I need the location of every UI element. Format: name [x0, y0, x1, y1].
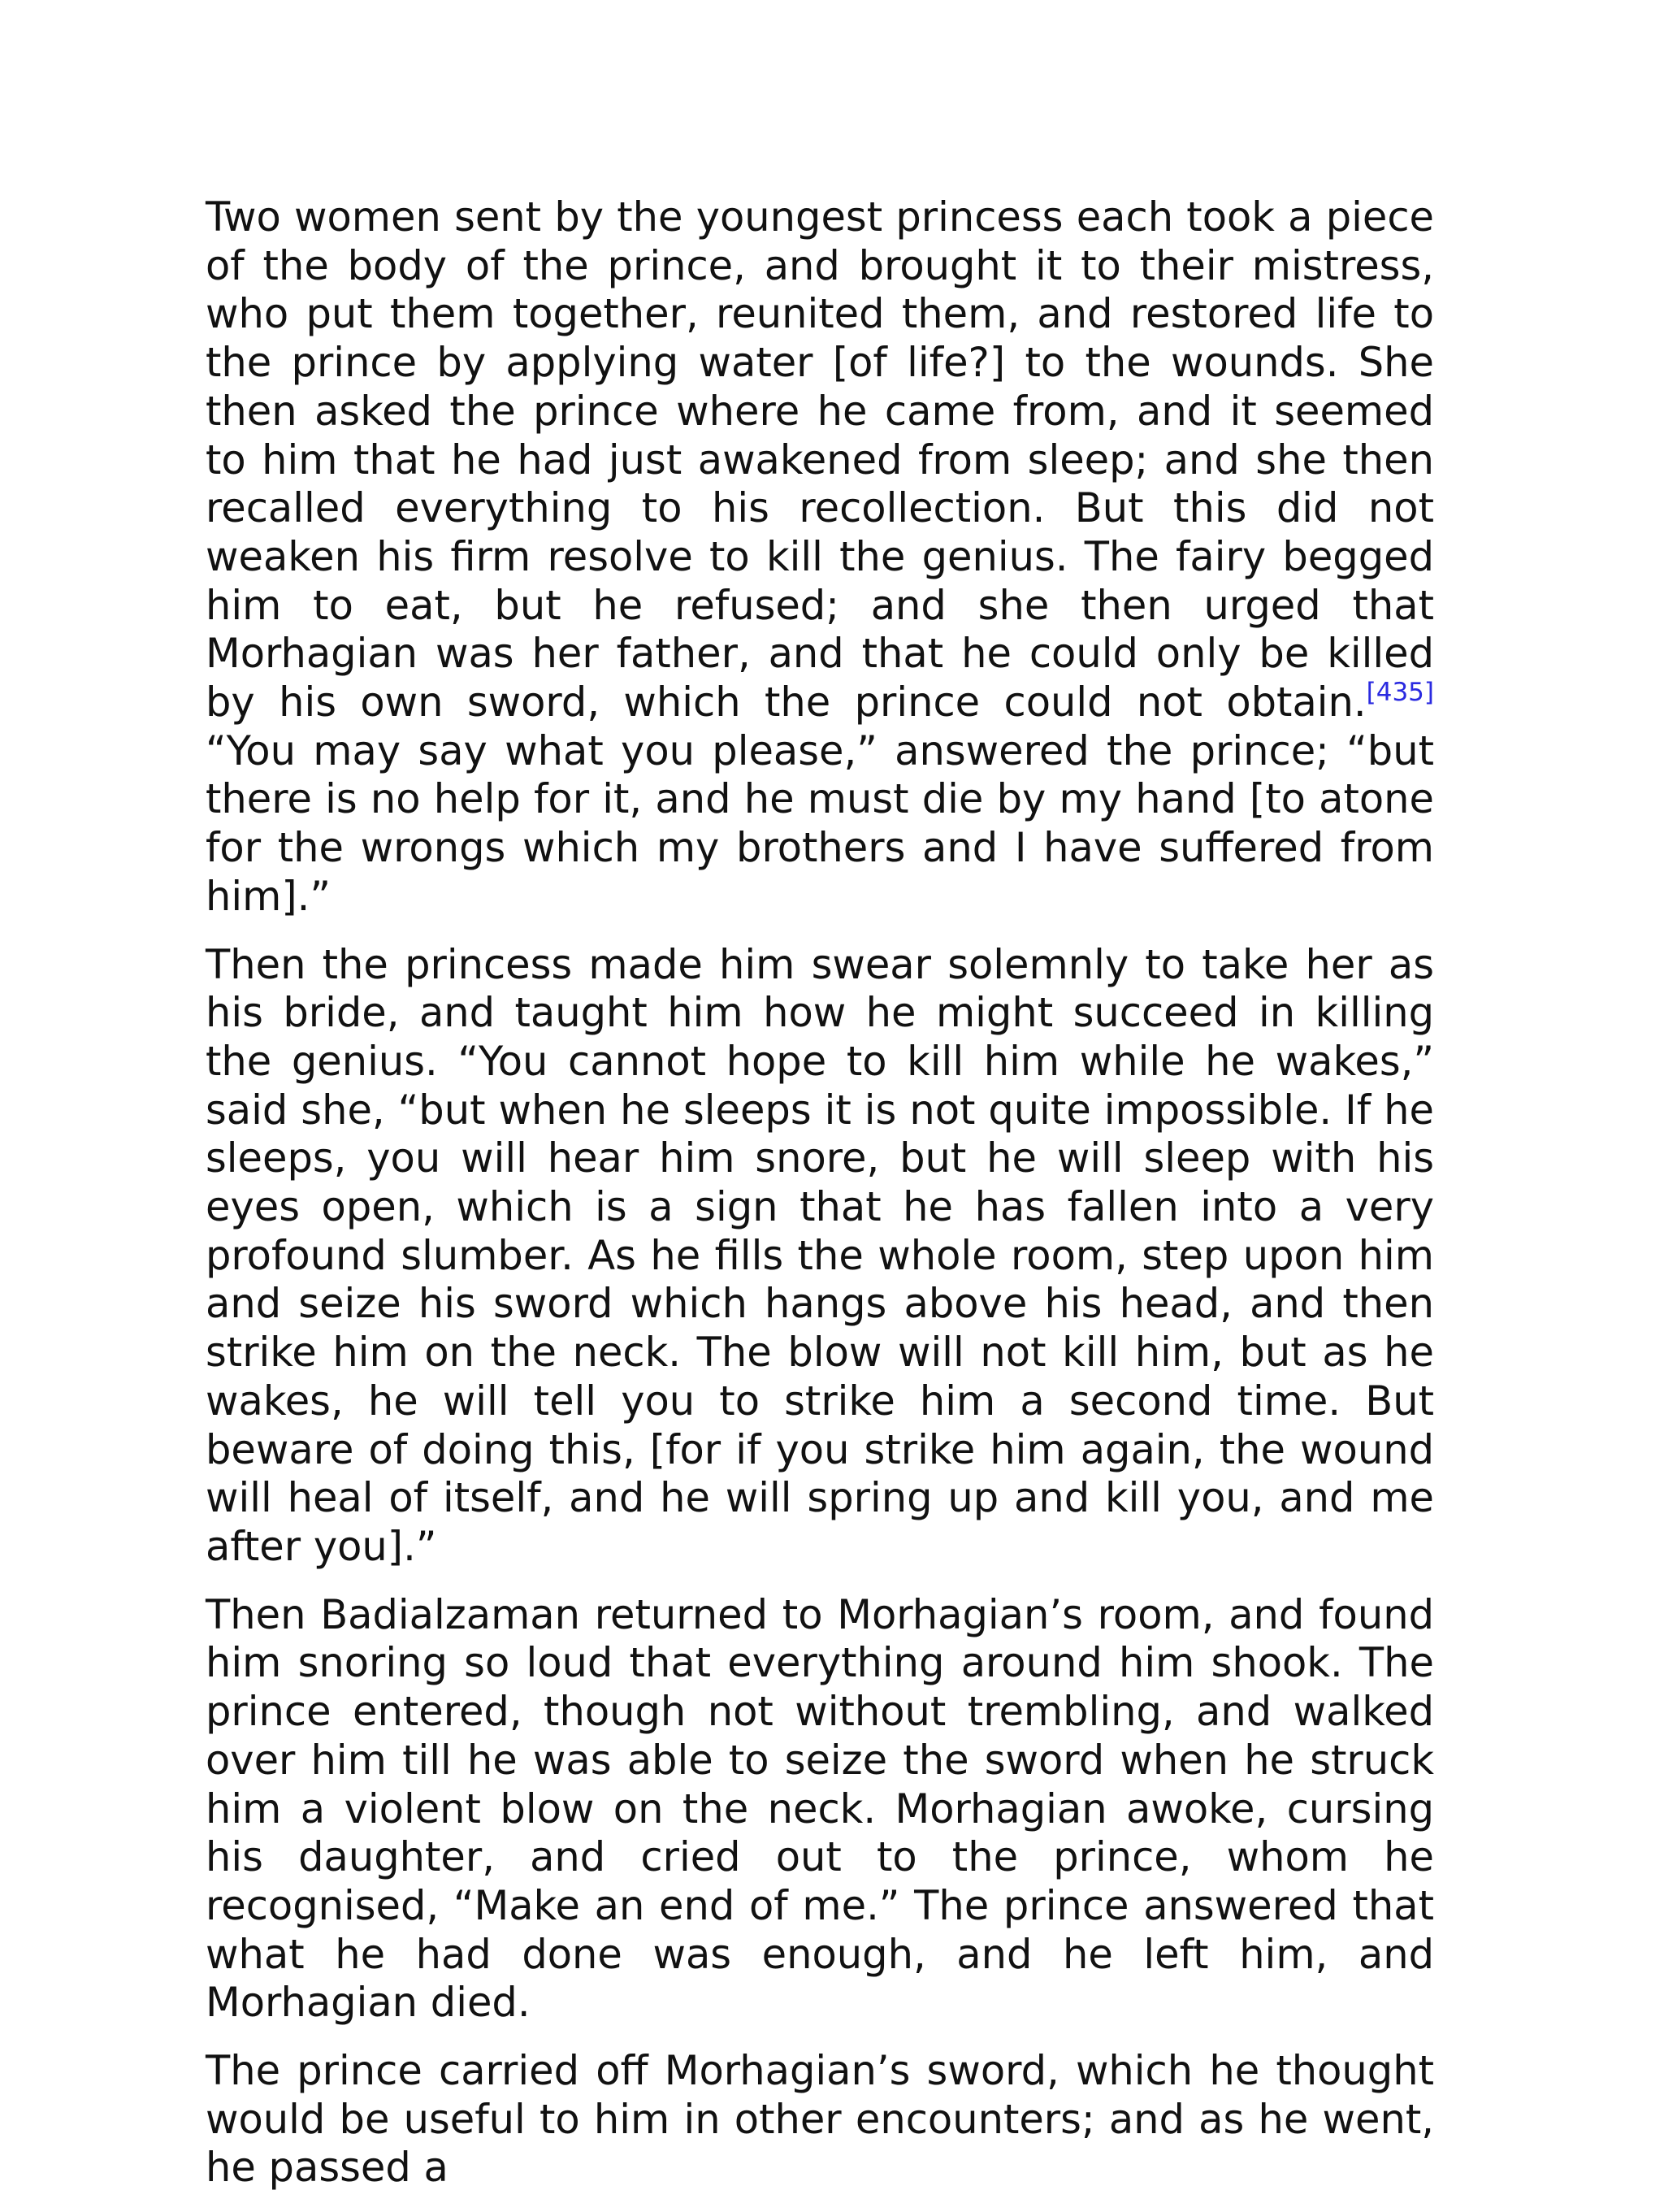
document-page — [206, 193, 1434, 2212]
paragraph-1 — [206, 193, 1434, 922]
paragraph-4: The prince carried off Morhagian’s sword, which he thought would be useful to him in other encounters; and as he went, he passed a — [206, 2047, 1434, 2192]
paragraph-3: Then Badialzaman returned to Morhagian’s room, and found him snoring so loud that everything around him shook. The prince entered, though not without trembling, and walked over him till he was able to seize the sword when he struck him a violent blow on the neck. Morhagian awoke, cursing his daughter, and cried out to the prince, whom he recognised, “Make an end of me.” The prince answered that what he had done was enough, and he left him, and Morhagian died. — [206, 1590, 1434, 2027]
paragraph-1-text-before: Two women sent by the youngest princess each took a piece of the body of the prince, and brought it to their mistress, who put them together, reunited them, and restored life to the prince by applying water [of life?] to the wounds. She then asked the prince where he came from, and it seemed to him that he had just awakened from sleep; and she then recalled everything to his recollection. But this did not weaken his firm resolve to kill the genius. The fairy begged him to eat, but he refused; and she then urged that Morhagian was her father, and that he could only be killed by his own sword, which the prince could not obtain. — [206, 193, 1434, 726]
footnote-ref-435[interactable]: [435] — [1366, 678, 1434, 708]
paragraph-1-text-after: “You may say what you please,” answered the prince; “but there is no help for it, and he must die by my hand [to atone for the wrongs which my brothers and I have suffered from him].” — [206, 726, 1434, 920]
paragraph-2: Then the princess made him swear solemnly to take her as his bride, and taught him how he might succeed in killing the genius. “You cannot hope to kill him while he wakes,” said she, “but when he sleeps it is not quite impossible. If he sleeps, you will hear him snore, but he will sleep with his eyes open, which is a sign that he has fallen into a very profound slumber. As he fills the whole room, step upon him and seize his sword which hangs above his head, and then strike him on the neck. The blow will not kill him, but as he wakes, he will tell you to strike him a second time. But beware of doing this, [for if you strike him again, the wound will heal of itself, and he will spring up and kill you, and me after you].” — [206, 940, 1434, 1570]
